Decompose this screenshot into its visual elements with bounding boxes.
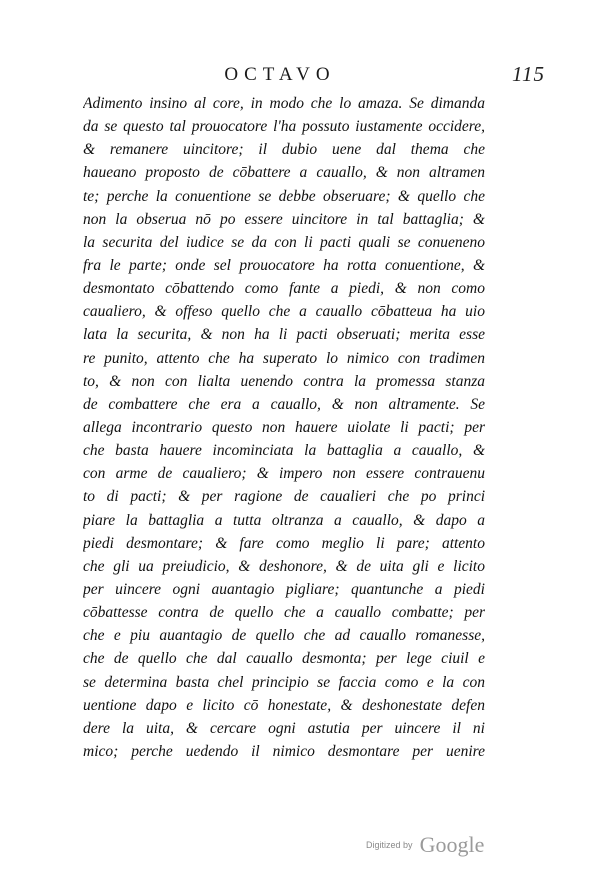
watermark-prefix: Digitized by — [366, 840, 413, 850]
text-line: per uincere ogni auantagio pigliare; quantunche a piedi — [83, 580, 485, 598]
text-line: & remanere uincitore; il dubio uene dal thema che — [83, 141, 485, 159]
text-line: to di pacti; & per ragione de caualieri che po princi — [83, 488, 485, 506]
text-line: to, & non con lialta uenendo contra la promessa stanza — [83, 372, 485, 390]
body-text — [83, 92, 485, 763]
text-line: non la obserua nō po essere uincitore in tal battaglia; & — [83, 210, 485, 228]
text-line: piare la battaglia a tutta oltranza a cauallo, & dapo a — [83, 511, 485, 529]
text-line: cōbattesse contra de quello che a cauallo combatte; per — [83, 604, 485, 622]
text-line: fra le parte; onde sel prouocatore ha rotta conuentione, & — [83, 256, 485, 274]
text-line: dere la uita, & cercare ogni astutia per uincere il ni — [83, 719, 485, 737]
page-header — [0, 62, 616, 92]
running-head: OCTAVO — [224, 64, 336, 85]
text-line: lata la securita, & non ha li pacti obseruati; merita esse — [83, 326, 485, 344]
text-line: che gli ua preiudicio, & deshonore, & de uita gli e licito — [83, 557, 485, 575]
text-line: allega incontrario questo non hauere uiolate li pacti; per — [83, 418, 485, 436]
text-line: da se questo tal prouocatore l'ha possuto iustamente occidere, — [83, 118, 485, 136]
page-number: 115 — [512, 62, 545, 86]
text-line: uentione dapo e licito cō honestate, & deshonestate defen — [83, 696, 485, 714]
text-line: che e piu auantagio de quello che ad cauallo romanesse, — [83, 627, 485, 645]
text-line: piedi desmontare; & fare como meglio li pare; attento — [83, 534, 485, 552]
text-line: che de quello che dal cauallo desmonta; per lege ciuil e — [83, 650, 485, 668]
text-line: re punito, attento che ha superato lo nimico con tradimen — [83, 349, 485, 367]
text-line: la securita del iudice se da con li pacti quali se conueneno — [83, 233, 485, 251]
text-line: de combattere che era a cauallo, & non altramente. Se — [83, 395, 485, 413]
text-line: Adimento insino al core, in modo che lo amaza. Se dimanda — [83, 95, 485, 112]
google-watermark — [366, 832, 484, 862]
google-logo: Google — [419, 832, 485, 857]
text-line: che basta hauere incominciata la battaglia a cauallo, & — [83, 442, 485, 460]
text-line: mico; perche uedendo il nimico desmontare per uenire — [83, 742, 485, 760]
text-line: se determina basta chel principio se faccia como e la con — [83, 673, 485, 691]
text-line: caualiero, & offeso quello che a cauallo cōbatteua ha uio — [83, 303, 485, 321]
text-line: desmontato cōbattendo como fante a piedi, & non como — [83, 280, 485, 298]
text-line: con arme de caualiero; & impero non essere contrauenu — [83, 465, 485, 483]
text-line: haueano proposto de cōbattere a cauallo, & non altramen — [83, 164, 485, 182]
text-line: te; perche la conuentione se debbe obseruare; & quello che — [83, 187, 485, 205]
